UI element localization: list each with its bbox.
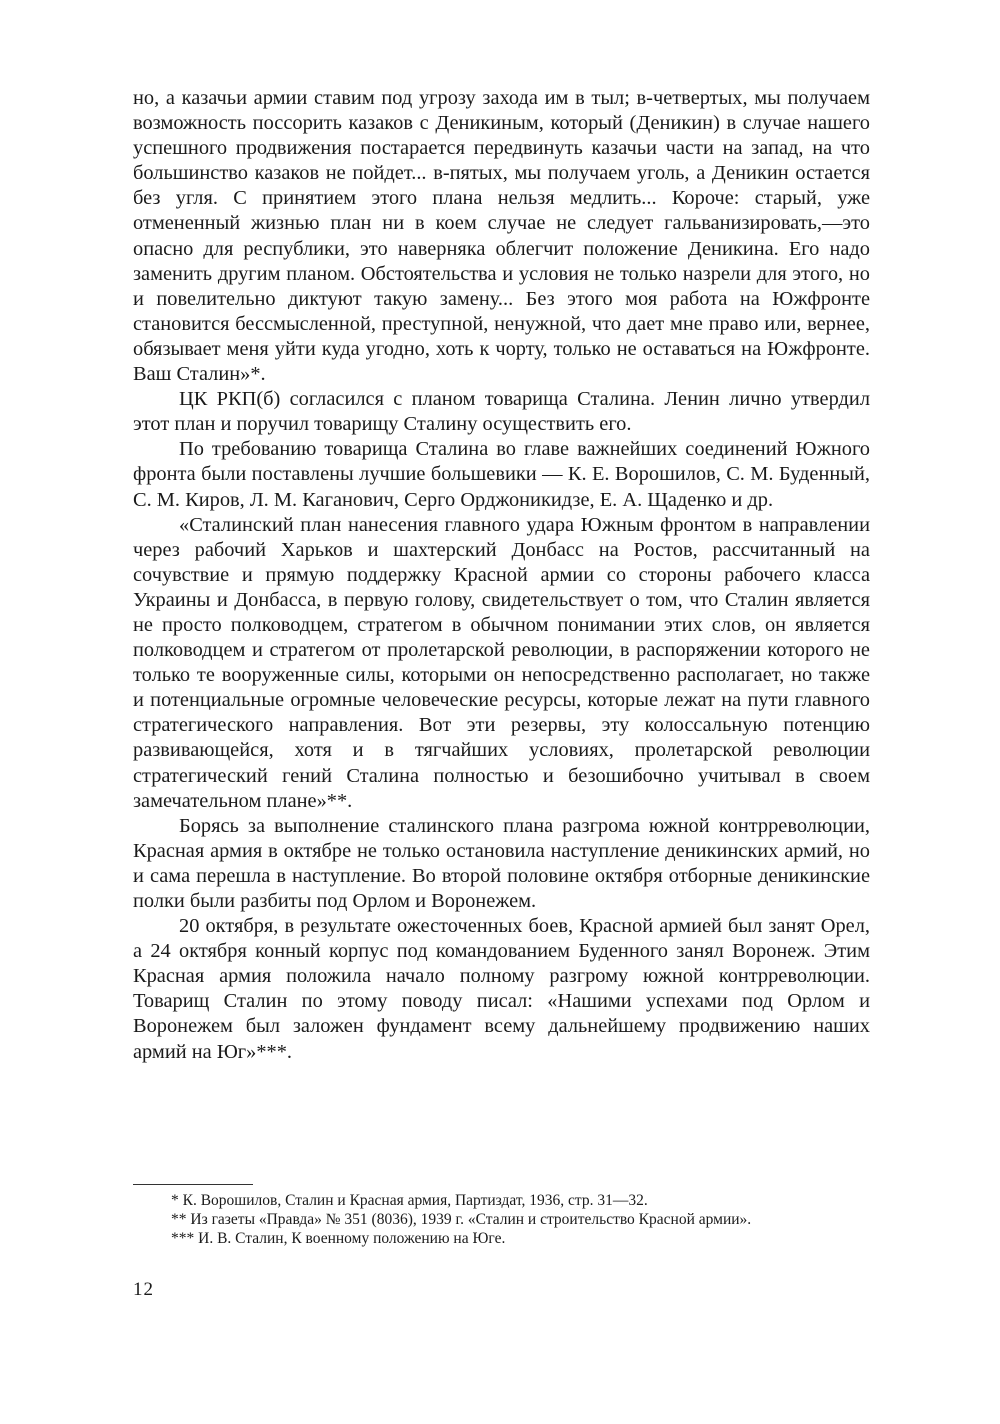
footnote-2: ** Из газеты «Правда» № 351 (8036), 1939 г. «Сталин и строительство Красной армии». [171,1211,752,1228]
paragraph-quote-plan: «Сталинский план нанесения главного удара Южным фронтом в направлении через рабочий Харьков и шахтерский Донбасс на Ростов, рассчитанный на сочувствие и прямую поддержку Красной армии со стороны рабочего класса Украины и Донбасса, в первую голову, свидетельствует о том, что Сталин является не просто полководцем, стратегом в обычном понимании этих слов, он является полководцем и стратегом от пролетарской революции, в распоряжении которого не только те вооруженные силы, которыми он непосредственно располагает, но также и потенциальные огромные человеческие ресурсы, которые лежат на пути главного стратегического направления. Вот эти резервы, эту колоссальную потенцию развивающейся, хотя и в тягчайших условиях, пролетарской революции стратегический гений Сталина полностью и безошибочно учитывал в своем замечательном плане»**. [133,513,870,812]
paragraph-appointments: По требованию товарища Сталина во главе важнейших соединений Южного фронта были поставлены лучшие большевики — К. Е. Ворошилов, С. М. Буденный, С. М. Киров, Л. М. Каганович, Серго Орджоникидзе, Е. А. Щаденко и др. [133,438,870,511]
paragraph-continuation: но, а казачьи армии ставим под угрозу захода им в тыл; в-четвертых, мы получаем возможность поссорить казаков с Деникиным, который (Деникин) в случае нашего успешного продвижения постарается передвинуть казачьи части на запад, на что большинство казаков не пойдет... в-пятых, мы получаем уголь, а Деникин остается без угля. С принятием этого плана нельзя медлить... Короче: старый, уже отмененный жизнью план ни в коем случае не следует гальванизировать,—это опасно для республики, это наверняка облегчит положение Деникина. Его надо заменить другим планом. Обстоятельства и условия не только назрели для этого, но и повелительно диктуют такую замену... Без этого моя работа на Южфронте становится бессмысленной, преступной, ненужной, что дает мне право или, вернее, обязывает меня уйти куда угодно, хоть к чорту, только не оставаться на Южфронте. Ваш Сталин»*. [133,87,870,386]
main-text [133,86,870,1065]
footnote-divider [133,1184,253,1185]
footnotes [133,1184,870,1248]
page-number: 12 [133,1279,154,1300]
footnote-1: * К. Ворошилов, Сталин и Красная армия, Партиздат, 1936, стр. 31—32. [171,1192,648,1209]
paragraph-cc-approval: ЦК РКП(б) согласился с планом товарища Сталина. Ленин лично утвердил этот план и поручил товарищу Сталину осуществить его. [133,388,870,436]
paragraph-orel-voronezh: 20 октября, в результате ожесточенных боев, Красной армией был занят Орел, а 24 октября конный корпус под командованием Буденного занял Воронеж. Этим Красная армия положила начало полному разгрому южной контрреволюции. Товарищ Сталин по этому поводу писал: «Нашими успехами под Орлом и Воронежем был заложен фундамент всему дальнейшему продвижению наших армий на Юг»***. [133,915,870,1063]
paragraph-offensive: Борясь за выполнение сталинского плана разгрома южной контрреволюции, Красная армия в октябре не только остановила наступление деникинских армий, но и сама перешла в наступление. Во второй половине октября отборные деникинские полки были разбиты под Орлом и Воронежем. [133,814,870,912]
footnote-3: *** И. В. Сталин, К военному положению на Юге. [171,1230,506,1247]
